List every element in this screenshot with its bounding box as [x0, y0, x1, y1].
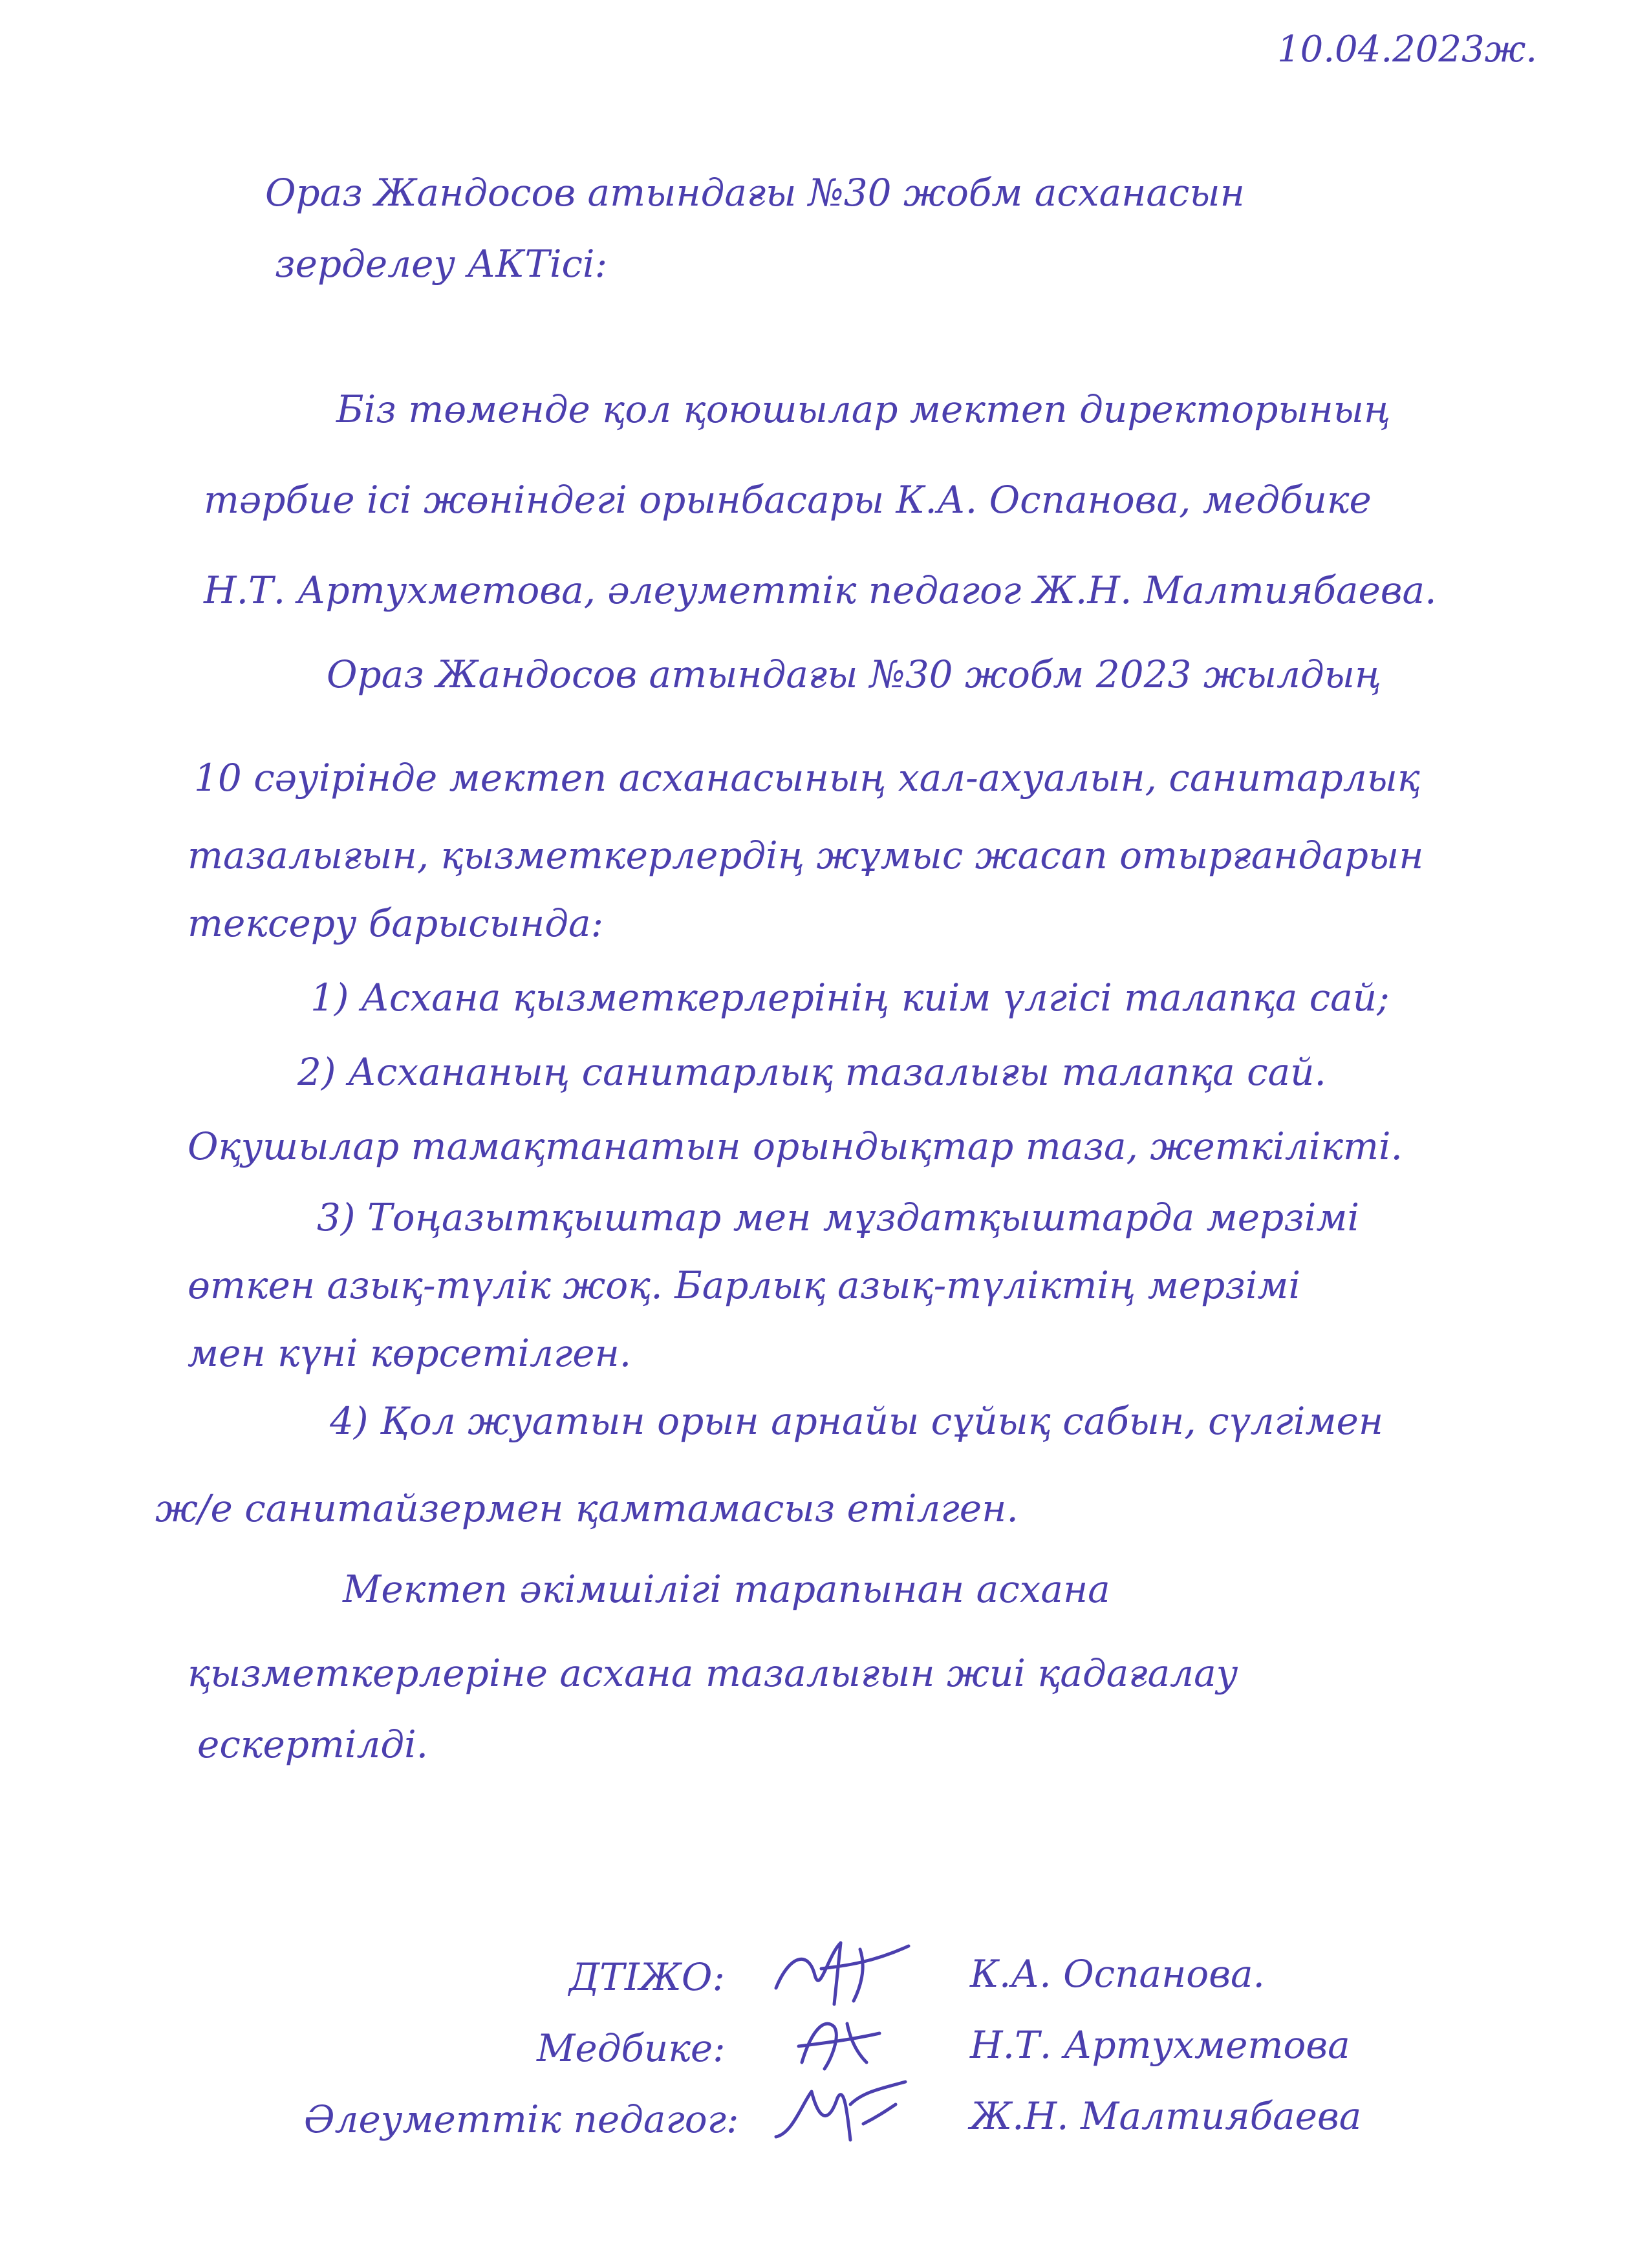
document-date: 10.04.2023ж. [1277, 28, 1538, 70]
signature-role-3: Әлеуметтік педагог: [304, 2097, 739, 2141]
conclusion-line-3: ескертілді. [197, 1722, 429, 1766]
conclusion-line-2: қызметкерлеріне асхана тазалығын жиі қадағалау [188, 1651, 1238, 1695]
paragraph-2-line-1: Ораз Жандосов атындағы №30 жобм 2023 жылдың [327, 652, 1382, 696]
item-1-line-1: 1) Асхана қызметкерлерінің киім үлгісі талапқа сай; [310, 976, 1390, 1020]
paragraph-1-line-3: Н.Т. Артухметова, әлеуметтік педагог Ж.Н. Малтиябаева. [204, 568, 1437, 612]
paragraph-1-line-1: Біз төменде қол қоюшылар мектеп директорының [336, 387, 1391, 431]
signature-role-1: ДТІЖО: [569, 1955, 726, 1999]
signature-name-1: К.А. Оспанова. [970, 1952, 1265, 1996]
item-2-line-1: 2) Асхананың санитарлық тазалығы талапқа сай. [297, 1050, 1326, 1094]
item-3-line-2: өткен азық-түлік жоқ. Барлық азық-түліктің мерзімі [188, 1263, 1301, 1307]
item-3-line-3: мен күні көрсетілген. [188, 1331, 632, 1375]
item-2-line-2: Оқушылар тамақтанатын орындықтар таза, жеткілікті. [188, 1124, 1403, 1168]
document-title-line-1: Ораз Жандосов атындағы №30 жобм асханасын [265, 171, 1245, 215]
conclusion-line-1: Мектеп әкімшілігі тарапынан асхана [343, 1567, 1110, 1611]
signature-name-2: Н.Т. Артухметова [970, 2023, 1350, 2067]
signature-mark-3 [766, 2066, 915, 2156]
item-4-line-1: 4) Қол жуатын орын арнайы сұйық сабын, сүлгімен [330, 1399, 1384, 1443]
paragraph-2-line-3: тазалығын, қызметкерлердің жұмыс жасап отырғандарын [188, 833, 1424, 877]
signature-name-3: Ж.Н. Малтиябаева [970, 2094, 1362, 2138]
item-4-line-2: ж/е санитайзермен қамтамасыз етілген. [155, 1486, 1018, 1530]
item-3-line-1: 3) Тоңазытқыштар мен мұздатқыштарда мерзімі [317, 1195, 1360, 1239]
paragraph-2-line-4: тексеру барысында: [188, 901, 604, 945]
document-title-line-2: зерделеу АКТісі: [275, 242, 608, 286]
signature-role-2: Медбике: [537, 2026, 726, 2070]
paragraph-1-line-2: тәрбие ісі жөніндегі орынбасары К.А. Оспанова, медбике [204, 478, 1372, 522]
paragraph-2-line-2: 10 сәуірінде мектеп асханасының хал-ахуалын, санитарлық [194, 756, 1420, 800]
